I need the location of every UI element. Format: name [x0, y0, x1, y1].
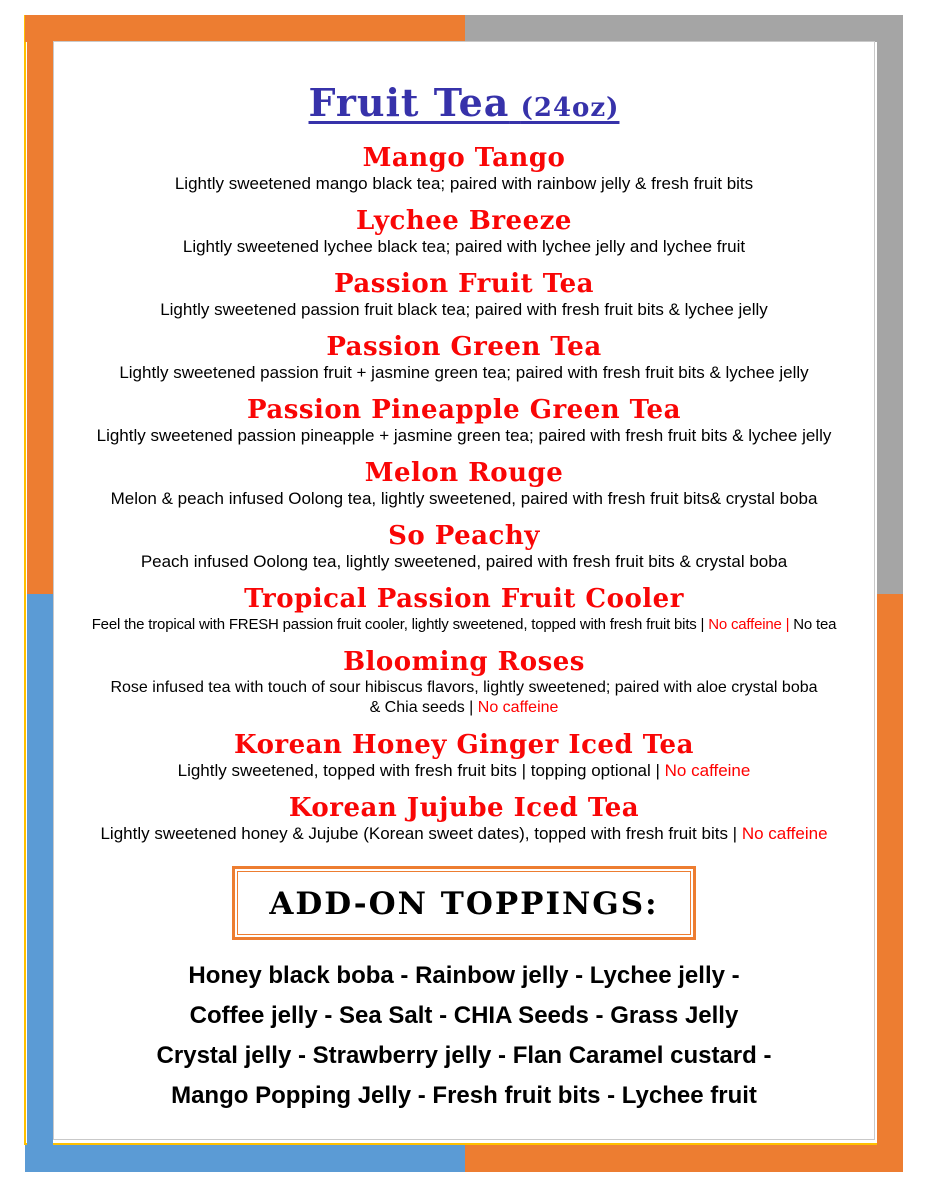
border-band-top-gray	[465, 15, 903, 42]
item-description-text-line2: & Chia seeds |	[369, 699, 474, 716]
menu-item-passion-green-tea	[54, 332, 874, 383]
item-name: Mango Tango	[362, 143, 566, 173]
item-description-text: Lightly sweetened passion fruit + jasmine green tea; paired with fresh fruit bits & lychee jelly	[119, 363, 809, 382]
border-band-bottom-orange	[465, 1145, 903, 1172]
menu-item-passion-fruit-tea	[54, 269, 874, 320]
toppings-line: Coffee jelly - Sea Salt - CHIA Seeds - Grass Jelly	[189, 1002, 739, 1029]
menu-item-blooming-roses	[54, 647, 874, 718]
border-band-top-orange	[25, 15, 465, 42]
add-on-toppings-box-inner	[237, 871, 691, 935]
item-description	[54, 426, 874, 446]
item-description	[54, 678, 874, 718]
item-description	[54, 552, 874, 572]
item-name: Korean Honey Ginger Iced Tea	[234, 730, 694, 760]
item-name: Passion Green Tea	[326, 332, 602, 362]
item-description-text: Melon & peach infused Oolong tea, lightly sweetened, paired with fresh fruit bits& crystal boba	[110, 489, 818, 508]
item-name: Passion Pineapple Green Tea	[247, 395, 681, 425]
item-name: So Peachy	[388, 521, 540, 551]
menu-item-passion-pineapple-green-tea	[54, 395, 874, 446]
no-caffeine-note: No caffeine |	[708, 616, 790, 633]
item-description	[54, 300, 874, 320]
border-band-left-orange	[27, 15, 53, 594]
item-description-text: Lightly sweetened lychee black tea; paired with lychee jelly and lychee fruit	[182, 237, 746, 256]
item-description	[54, 174, 874, 194]
title-text: Fruit Tea	[308, 80, 510, 125]
item-description-text: Lightly sweetened passion pineapple + jasmine green tea; paired with fresh fruit bits & lychee jelly	[96, 426, 832, 445]
item-description	[54, 824, 874, 844]
item-name: Blooming Roses	[343, 647, 585, 677]
item-description-text: Peach infused Oolong tea, lightly sweetened, paired with fresh fruit bits & crystal boba	[140, 552, 788, 571]
border-band-bottom-blue	[25, 1145, 465, 1172]
item-description-text: Lightly sweetened honey & Jujube (Korean sweet dates), topped with fresh fruit bits |	[100, 824, 738, 843]
border-band-right-gray	[877, 15, 903, 594]
menu-item-tropical-passion-fruit-cooler	[54, 584, 874, 635]
menu-item-korean-jujube-iced-tea	[54, 793, 874, 844]
toppings-line: Mango Popping Jelly - Fresh fruit bits - Lychee fruit	[171, 1082, 757, 1109]
toppings-line: Honey black boba - Rainbow jelly - Lychee jelly -	[188, 962, 740, 989]
item-description-text: Lightly sweetened passion fruit black tea; paired with fresh fruit bits & lychee jelly	[160, 300, 768, 319]
item-name: Passion Fruit Tea	[334, 269, 594, 299]
item-description-text: Lightly sweetened, topped with fresh fruit bits | topping optional |	[177, 761, 660, 780]
item-name: Melon Rouge	[364, 458, 564, 488]
menu-item-so-peachy	[54, 521, 874, 572]
item-description	[54, 489, 874, 509]
item-description-tail: No tea	[793, 616, 837, 633]
menu-item-mango-tango	[54, 143, 874, 194]
item-description	[54, 761, 874, 781]
item-description-text: Rose infused tea with touch of sour hibiscus flavors, lightly sweetened; paired with aloe crystal boba	[110, 679, 818, 696]
item-description-text: Lightly sweetened mango black tea; paired with rainbow jelly & fresh fruit bits	[174, 174, 754, 193]
item-description	[54, 237, 874, 257]
menu-item-melon-rouge	[54, 458, 874, 509]
item-name: Korean Jujube Iced Tea	[288, 793, 640, 823]
add-on-toppings-box	[232, 866, 696, 940]
menu-sheet	[53, 41, 875, 1140]
item-description-text: Feel the tropical with FRESH passion fruit cooler, lightly sweetened, topped with fresh fruit bits |	[91, 616, 705, 633]
title-size-label: (24oz)	[520, 93, 620, 123]
item-name: Tropical Passion Fruit Cooler	[244, 584, 684, 614]
menu-item-lychee-breeze	[54, 206, 874, 257]
page-title	[54, 80, 874, 131]
menu-item-korean-honey-ginger-iced-tea	[54, 730, 874, 781]
border-band-left-blue	[27, 594, 53, 1172]
item-description	[54, 363, 874, 383]
toppings-header: ADD-ON TOPPINGS:	[269, 886, 659, 922]
item-name: Lychee Breeze	[356, 206, 572, 236]
border-band-right-orange	[877, 594, 903, 1172]
toppings-line: Crystal jelly - Strawberry jelly - Flan Caramel custard -	[156, 1042, 772, 1069]
no-caffeine-note: No caffeine	[477, 699, 559, 716]
no-caffeine-note: No caffeine	[664, 761, 751, 780]
item-description	[54, 615, 874, 635]
no-caffeine-note: No caffeine	[741, 824, 828, 843]
toppings-list	[54, 956, 874, 1116]
